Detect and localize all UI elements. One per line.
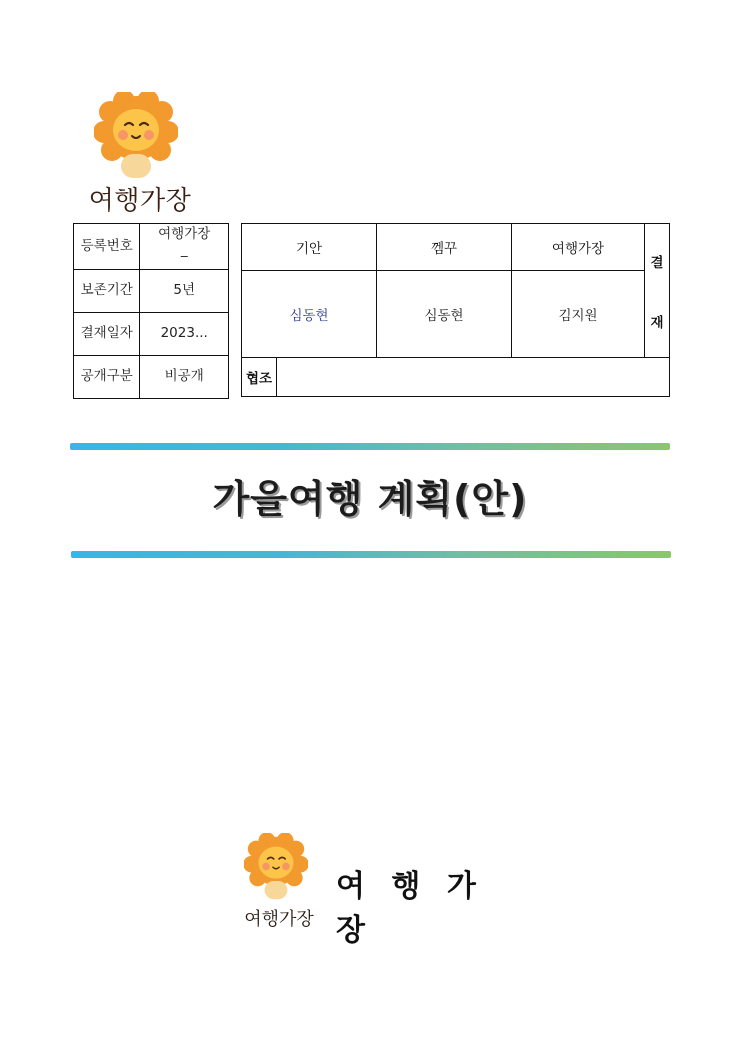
approval-header-row [242, 224, 670, 271]
header-brand-text: 여행가장 [88, 186, 192, 216]
title-bottom-bar [71, 551, 671, 558]
cooperation-row [242, 358, 670, 397]
signature-cell: 심동현 [377, 271, 512, 358]
info-label: 공개구분 [74, 356, 140, 399]
approval-header: 여행가장 [512, 224, 645, 271]
info-value: 5년 [140, 270, 229, 313]
info-value: 비공개 [140, 356, 229, 399]
signature-cell: 김지원 [512, 271, 645, 358]
side-label-char: 결 [650, 254, 664, 271]
info-row [74, 356, 229, 399]
info-row [74, 270, 229, 313]
footer-brand-big: 여 행 가 장 [336, 869, 484, 948]
side-label-char: 재 [650, 314, 664, 331]
info-label: 등록번호 [74, 224, 140, 270]
info-value [140, 224, 229, 270]
cooperation-label: 협조 [242, 358, 277, 397]
info-row [74, 313, 229, 356]
info-value: 2023... [140, 313, 229, 356]
registration-number: 여행가장 _ [158, 226, 211, 258]
document-info-table [73, 223, 229, 399]
cooperation-value [277, 358, 670, 397]
info-label: 결재일자 [74, 313, 140, 356]
title-top-bar [70, 443, 670, 450]
lion-mascot-icon [94, 92, 178, 182]
document-title: 가을여행 계획(안) [212, 477, 528, 521]
approval-header: 기안 [242, 224, 377, 271]
footer-logo [230, 833, 510, 948]
info-label: 보존기간 [74, 270, 140, 313]
header-logo [80, 92, 200, 217]
approval-table [241, 223, 670, 397]
signature-cell: 심동현 [242, 271, 377, 358]
footer-brand-small: 여행가장 [244, 909, 314, 930]
approval-side-label [645, 224, 670, 358]
info-row [74, 224, 229, 270]
approval-signature-row [242, 271, 670, 358]
lion-mascot-icon [244, 833, 308, 903]
approval-header: 껨꾸 [377, 224, 512, 271]
